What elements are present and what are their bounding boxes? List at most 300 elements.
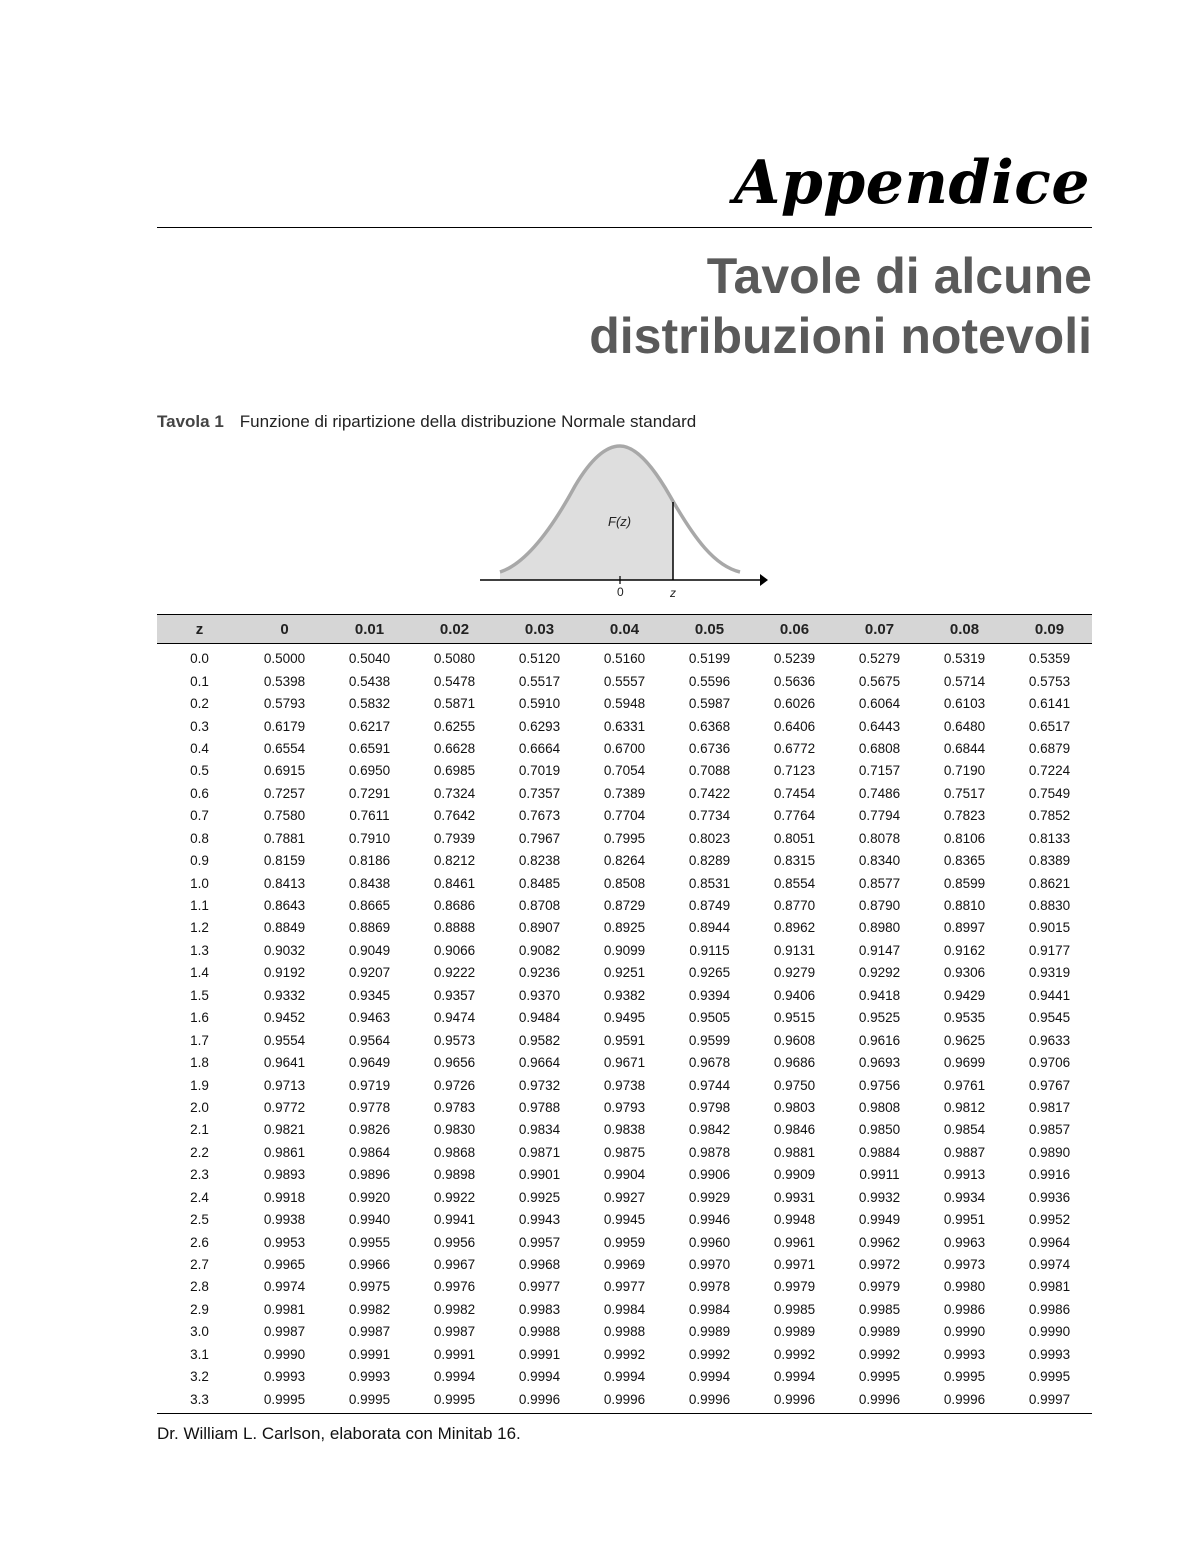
probability-cell: 0.9974 bbox=[1028, 1257, 1071, 1273]
probability-cell: 0.5596 bbox=[688, 673, 731, 689]
probability-cell: 0.7881 bbox=[263, 830, 306, 846]
probability-cell: 0.9893 bbox=[263, 1167, 306, 1183]
probability-cell: 0.9927 bbox=[603, 1189, 646, 1205]
probability-cell: 0.9901 bbox=[518, 1167, 561, 1183]
probability-cell: 0.7967 bbox=[518, 830, 561, 846]
table-row bbox=[157, 1231, 1092, 1253]
probability-cell: 0.8438 bbox=[348, 875, 391, 891]
probability-cell: 0.9922 bbox=[433, 1189, 476, 1205]
column-header: 0.07 bbox=[837, 615, 922, 644]
probability-cell: 0.9996 bbox=[837, 1388, 922, 1413]
probability-cell: 0.9996 bbox=[667, 1388, 752, 1413]
probability-cell: 0.9345 bbox=[348, 987, 391, 1003]
table-row bbox=[157, 872, 1092, 894]
probability-cell: 0.6064 bbox=[858, 696, 901, 712]
probability-cell: 0.9992 bbox=[688, 1346, 731, 1362]
probability-cell: 0.9750 bbox=[773, 1077, 816, 1093]
z-value-cell: 2.5 bbox=[190, 1212, 209, 1228]
probability-cell: 0.9994 bbox=[518, 1369, 561, 1385]
probability-cell: 0.9192 bbox=[263, 965, 306, 981]
probability-cell: 0.9989 bbox=[858, 1324, 901, 1340]
probability-cell: 0.9936 bbox=[1028, 1189, 1071, 1205]
probability-cell: 0.8186 bbox=[348, 853, 391, 869]
probability-cell: 0.9976 bbox=[433, 1279, 476, 1295]
probability-cell: 0.9989 bbox=[773, 1324, 816, 1340]
probability-cell: 0.9871 bbox=[518, 1144, 561, 1160]
probability-cell: 0.5478 bbox=[433, 673, 476, 689]
section-title-line-2: distribuzioni notevoli bbox=[589, 308, 1092, 364]
probability-cell: 0.9996 bbox=[582, 1388, 667, 1413]
probability-cell: 0.8849 bbox=[263, 920, 306, 936]
probability-cell: 0.9934 bbox=[943, 1189, 986, 1205]
probability-cell: 0.9783 bbox=[433, 1099, 476, 1115]
probability-cell: 0.9842 bbox=[688, 1122, 731, 1138]
z-value-cell: 1.5 bbox=[190, 987, 209, 1003]
probability-cell: 0.5910 bbox=[518, 696, 561, 712]
probability-cell: 0.7995 bbox=[603, 830, 646, 846]
probability-cell: 0.7054 bbox=[603, 763, 646, 779]
probability-cell: 0.7910 bbox=[348, 830, 391, 846]
probability-cell: 0.9979 bbox=[858, 1279, 901, 1295]
probability-cell: 0.9554 bbox=[263, 1032, 306, 1048]
probability-cell: 0.8508 bbox=[603, 875, 646, 891]
probability-cell: 0.9177 bbox=[1028, 942, 1071, 958]
probability-cell: 0.9474 bbox=[433, 1010, 476, 1026]
probability-cell: 0.7123 bbox=[773, 763, 816, 779]
probability-cell: 0.8729 bbox=[603, 898, 646, 914]
probability-cell: 0.9918 bbox=[263, 1189, 306, 1205]
probability-cell: 0.7823 bbox=[943, 808, 986, 824]
probability-cell: 0.9382 bbox=[603, 987, 646, 1003]
probability-cell: 0.9793 bbox=[603, 1099, 646, 1115]
probability-cell: 0.9945 bbox=[603, 1212, 646, 1228]
z-value-cell: 1.7 bbox=[190, 1032, 209, 1048]
probability-cell: 0.9904 bbox=[603, 1167, 646, 1183]
probability-cell: 0.9984 bbox=[688, 1301, 731, 1317]
probability-cell: 0.6443 bbox=[858, 718, 901, 734]
probability-cell: 0.7939 bbox=[433, 830, 476, 846]
z-value-cell: 2.1 bbox=[190, 1122, 209, 1138]
z-value-cell: 0.5 bbox=[190, 763, 209, 779]
probability-cell: 0.7389 bbox=[603, 785, 646, 801]
normal-distribution-table bbox=[157, 614, 1092, 1414]
probability-cell: 0.7019 bbox=[518, 763, 561, 779]
table-row bbox=[157, 1119, 1092, 1141]
table-row bbox=[157, 1029, 1092, 1051]
z-value-cell: 1.0 bbox=[190, 875, 209, 891]
z-value-cell: 1.1 bbox=[190, 898, 209, 914]
probability-cell: 0.5438 bbox=[348, 673, 391, 689]
normal-curve-figure bbox=[470, 436, 780, 604]
table-row bbox=[157, 693, 1092, 715]
probability-cell: 0.9678 bbox=[688, 1055, 731, 1071]
probability-cell: 0.7734 bbox=[688, 808, 731, 824]
z-value-cell: 0.9 bbox=[190, 853, 209, 869]
probability-cell: 0.9441 bbox=[1028, 987, 1071, 1003]
probability-cell: 0.5080 bbox=[433, 651, 476, 667]
probability-cell: 0.8997 bbox=[943, 920, 986, 936]
probability-cell: 0.9985 bbox=[773, 1301, 816, 1317]
probability-cell: 0.9778 bbox=[348, 1099, 391, 1115]
probability-cell: 0.6141 bbox=[1028, 696, 1071, 712]
probability-cell: 0.5948 bbox=[603, 696, 646, 712]
probability-cell: 0.9992 bbox=[773, 1346, 816, 1362]
probability-cell: 0.6591 bbox=[348, 740, 391, 756]
probability-cell: 0.9803 bbox=[773, 1099, 816, 1115]
probability-cell: 0.9545 bbox=[1028, 1010, 1071, 1026]
probability-cell: 0.8159 bbox=[263, 853, 306, 869]
probability-cell: 0.5832 bbox=[348, 696, 391, 712]
section-title bbox=[589, 246, 1092, 366]
probability-cell: 0.9564 bbox=[348, 1032, 391, 1048]
probability-cell: 0.9719 bbox=[348, 1077, 391, 1093]
axis-arrow-icon bbox=[760, 574, 768, 586]
probability-cell: 0.8770 bbox=[773, 898, 816, 914]
probability-cell: 0.9738 bbox=[603, 1077, 646, 1093]
probability-cell: 0.8461 bbox=[433, 875, 476, 891]
table-row bbox=[157, 1366, 1092, 1388]
z-value-cell: 2.7 bbox=[190, 1257, 209, 1273]
probability-cell: 0.5793 bbox=[263, 696, 306, 712]
probability-cell: 0.9996 bbox=[752, 1388, 837, 1413]
probability-cell: 0.9991 bbox=[348, 1346, 391, 1362]
probability-cell: 0.7580 bbox=[263, 808, 306, 824]
probability-cell: 0.9756 bbox=[858, 1077, 901, 1093]
probability-cell: 0.9881 bbox=[773, 1144, 816, 1160]
probability-cell: 0.9406 bbox=[773, 987, 816, 1003]
probability-cell: 0.5160 bbox=[603, 651, 646, 667]
probability-cell: 0.9986 bbox=[943, 1301, 986, 1317]
probability-cell: 0.9949 bbox=[858, 1212, 901, 1228]
probability-cell: 0.9909 bbox=[773, 1167, 816, 1183]
probability-cell: 0.8340 bbox=[858, 853, 901, 869]
probability-cell: 0.9906 bbox=[688, 1167, 731, 1183]
probability-cell: 0.5239 bbox=[773, 651, 816, 667]
probability-cell: 0.9726 bbox=[433, 1077, 476, 1093]
z-value-cell: 3.3 bbox=[157, 1388, 242, 1413]
probability-cell: 0.8621 bbox=[1028, 875, 1071, 891]
z-value-cell: 0.7 bbox=[190, 808, 209, 824]
probability-cell: 0.8925 bbox=[603, 920, 646, 936]
probability-cell: 0.8554 bbox=[773, 875, 816, 891]
appendix-heading: Appendice bbox=[733, 148, 1090, 218]
table-row bbox=[157, 644, 1092, 671]
probability-cell: 0.9207 bbox=[348, 965, 391, 981]
probability-cell: 0.6844 bbox=[943, 740, 986, 756]
probability-cell: 0.9975 bbox=[348, 1279, 391, 1295]
probability-cell: 0.9162 bbox=[943, 942, 986, 958]
probability-cell: 0.9995 bbox=[858, 1369, 901, 1385]
z-value-cell: 1.6 bbox=[190, 1010, 209, 1026]
probability-cell: 0.6950 bbox=[348, 763, 391, 779]
probability-cell: 0.9838 bbox=[603, 1122, 646, 1138]
probability-cell: 0.9925 bbox=[518, 1189, 561, 1205]
probability-cell: 0.8264 bbox=[603, 853, 646, 869]
z-value-cell: 0.3 bbox=[190, 718, 209, 734]
probability-cell: 0.9991 bbox=[433, 1346, 476, 1362]
probability-cell: 0.9147 bbox=[858, 942, 901, 958]
probability-cell: 0.9982 bbox=[433, 1301, 476, 1317]
probability-cell: 0.9656 bbox=[433, 1055, 476, 1071]
table-row bbox=[157, 1299, 1092, 1321]
probability-cell: 0.9993 bbox=[348, 1369, 391, 1385]
probability-cell: 0.9535 bbox=[943, 1010, 986, 1026]
probability-cell: 0.9693 bbox=[858, 1055, 901, 1071]
table-row bbox=[157, 940, 1092, 962]
probability-cell: 0.5120 bbox=[518, 651, 561, 667]
probability-cell: 0.7852 bbox=[1028, 808, 1071, 824]
table-row bbox=[157, 1187, 1092, 1209]
probability-cell: 0.9798 bbox=[688, 1099, 731, 1115]
z-value-cell: 2.9 bbox=[190, 1301, 209, 1317]
probability-cell: 0.9599 bbox=[688, 1032, 731, 1048]
probability-cell: 0.6985 bbox=[433, 763, 476, 779]
probability-cell: 0.9251 bbox=[603, 965, 646, 981]
probability-cell: 0.9953 bbox=[263, 1234, 306, 1250]
probability-cell: 0.9049 bbox=[348, 942, 391, 958]
probability-cell: 0.9938 bbox=[263, 1212, 306, 1228]
table-row bbox=[157, 805, 1092, 827]
probability-cell: 0.9265 bbox=[688, 965, 731, 981]
probability-cell: 0.5753 bbox=[1028, 673, 1071, 689]
probability-cell: 0.8665 bbox=[348, 898, 391, 914]
table-row bbox=[157, 1142, 1092, 1164]
probability-cell: 0.7673 bbox=[518, 808, 561, 824]
probability-cell: 0.6517 bbox=[1028, 718, 1071, 734]
section-title-line-1: Tavole di alcune bbox=[706, 248, 1092, 304]
probability-cell: 0.9699 bbox=[943, 1055, 986, 1071]
probability-cell: 0.6664 bbox=[518, 740, 561, 756]
column-header-z: z bbox=[157, 615, 242, 644]
probability-cell: 0.9991 bbox=[518, 1346, 561, 1362]
probability-cell: 0.9994 bbox=[773, 1369, 816, 1385]
probability-cell: 0.9967 bbox=[433, 1257, 476, 1273]
table-row bbox=[157, 1276, 1092, 1298]
probability-cell: 0.7764 bbox=[773, 808, 816, 824]
table-row bbox=[157, 1097, 1092, 1119]
probability-cell: 0.9955 bbox=[348, 1234, 391, 1250]
probability-cell: 0.8599 bbox=[943, 875, 986, 891]
probability-cell: 0.9985 bbox=[858, 1301, 901, 1317]
probability-cell: 0.9573 bbox=[433, 1032, 476, 1048]
probability-cell: 0.9996 bbox=[922, 1388, 1007, 1413]
probability-cell: 0.9948 bbox=[773, 1212, 816, 1228]
probability-cell: 0.9394 bbox=[688, 987, 731, 1003]
probability-cell: 0.9978 bbox=[688, 1279, 731, 1295]
table-row bbox=[157, 1052, 1092, 1074]
probability-cell: 0.7611 bbox=[349, 808, 390, 824]
table-row bbox=[157, 962, 1092, 984]
z-value-cell: 3.0 bbox=[190, 1324, 209, 1340]
probability-cell: 0.5319 bbox=[943, 651, 986, 667]
probability-cell: 0.9808 bbox=[858, 1099, 901, 1115]
probability-cell: 0.9959 bbox=[603, 1234, 646, 1250]
probability-cell: 0.9956 bbox=[433, 1234, 476, 1250]
probability-cell: 0.5636 bbox=[773, 673, 816, 689]
probability-cell: 0.9649 bbox=[348, 1055, 391, 1071]
probability-cell: 0.9279 bbox=[773, 965, 816, 981]
probability-cell: 0.9429 bbox=[943, 987, 986, 1003]
z-value-cell: 0.4 bbox=[190, 740, 209, 756]
probability-cell: 0.8577 bbox=[858, 875, 901, 891]
z-value-cell: 0.0 bbox=[190, 651, 209, 667]
probability-cell: 0.9505 bbox=[688, 1010, 731, 1026]
probability-cell: 0.9671 bbox=[603, 1055, 646, 1071]
probability-cell: 0.5359 bbox=[1028, 651, 1071, 667]
table-row bbox=[157, 1388, 1092, 1413]
probability-cell: 0.5714 bbox=[943, 673, 986, 689]
probability-cell: 0.9370 bbox=[518, 987, 561, 1003]
z-value-cell: 1.8 bbox=[190, 1055, 209, 1071]
probability-cell: 0.7486 bbox=[858, 785, 901, 801]
probability-cell: 0.9986 bbox=[1028, 1301, 1071, 1317]
probability-cell: 0.9744 bbox=[688, 1077, 731, 1093]
z-value-cell: 0.2 bbox=[190, 696, 209, 712]
probability-cell: 0.9032 bbox=[263, 942, 306, 958]
probability-cell: 0.9977 bbox=[518, 1279, 561, 1295]
probability-cell: 0.9884 bbox=[858, 1144, 901, 1160]
probability-cell: 0.8810 bbox=[943, 898, 986, 914]
probability-cell: 0.6554 bbox=[263, 740, 306, 756]
table-caption-text: Funzione di ripartizione della distribuzione Normale standard bbox=[239, 412, 697, 431]
probability-cell: 0.9115 bbox=[689, 942, 730, 958]
probability-cell: 0.6331 bbox=[603, 718, 646, 734]
probability-cell: 0.9591 bbox=[603, 1032, 646, 1048]
probability-cell: 0.9920 bbox=[348, 1189, 391, 1205]
probability-cell: 0.9066 bbox=[433, 942, 476, 958]
probability-cell: 0.9706 bbox=[1028, 1055, 1071, 1071]
probability-cell: 0.8830 bbox=[1028, 898, 1071, 914]
z-value-cell: 2.8 bbox=[190, 1279, 209, 1295]
probability-cell: 0.9994 bbox=[688, 1369, 731, 1385]
probability-cell: 0.9916 bbox=[1028, 1167, 1071, 1183]
probability-cell: 0.5517 bbox=[518, 673, 561, 689]
probability-cell: 0.9850 bbox=[858, 1122, 901, 1138]
table-row bbox=[157, 1321, 1092, 1343]
area-label: F(z) bbox=[608, 514, 632, 529]
z-value-cell: 1.9 bbox=[190, 1077, 209, 1093]
probability-cell: 0.9994 bbox=[433, 1369, 476, 1385]
probability-cell: 0.9940 bbox=[348, 1212, 391, 1228]
probability-cell: 0.9993 bbox=[1028, 1346, 1071, 1362]
probability-cell: 0.9980 bbox=[943, 1279, 986, 1295]
column-header: 0.01 bbox=[327, 615, 412, 644]
z-value-cell: 1.3 bbox=[190, 942, 209, 958]
probability-cell: 0.5557 bbox=[603, 673, 646, 689]
probability-cell: 0.7422 bbox=[688, 785, 731, 801]
probability-cell: 0.9971 bbox=[773, 1257, 816, 1273]
probability-cell: 0.8708 bbox=[518, 898, 561, 914]
probability-cell: 0.7157 bbox=[858, 763, 901, 779]
z-value-cell: 0.8 bbox=[190, 830, 209, 846]
probability-cell: 0.9826 bbox=[348, 1122, 391, 1138]
probability-cell: 0.9983 bbox=[518, 1301, 561, 1317]
table-row bbox=[157, 1344, 1092, 1366]
probability-cell: 0.9964 bbox=[1028, 1234, 1071, 1250]
probability-cell: 0.9932 bbox=[858, 1189, 901, 1205]
probability-cell: 0.8980 bbox=[858, 920, 901, 936]
probability-cell: 0.8289 bbox=[688, 853, 731, 869]
table-row bbox=[157, 1164, 1092, 1186]
probability-cell: 0.9633 bbox=[1028, 1032, 1071, 1048]
probability-cell: 0.9951 bbox=[943, 1212, 986, 1228]
heading-rule bbox=[157, 227, 1092, 228]
z-value-cell: 2.3 bbox=[190, 1167, 209, 1183]
probability-cell: 0.7224 bbox=[1028, 763, 1071, 779]
probability-cell: 0.6736 bbox=[688, 740, 731, 756]
z-value-cell: 2.2 bbox=[190, 1144, 209, 1160]
probability-cell: 0.9868 bbox=[433, 1144, 476, 1160]
probability-cell: 0.9995 bbox=[412, 1388, 497, 1413]
column-header: 0 bbox=[242, 615, 327, 644]
probability-cell: 0.9857 bbox=[1028, 1122, 1071, 1138]
table-row bbox=[157, 1254, 1092, 1276]
probability-cell: 0.7642 bbox=[433, 808, 476, 824]
probability-cell: 0.9990 bbox=[943, 1324, 986, 1340]
z-value-cell: 0.1 bbox=[190, 673, 209, 689]
probability-cell: 0.7794 bbox=[858, 808, 901, 824]
probability-cell: 0.9357 bbox=[433, 987, 476, 1003]
probability-cell: 0.9484 bbox=[518, 1010, 561, 1026]
probability-cell: 0.8023 bbox=[688, 830, 731, 846]
probability-cell: 0.9968 bbox=[518, 1257, 561, 1273]
probability-cell: 0.9911 bbox=[859, 1167, 900, 1183]
probability-cell: 0.9898 bbox=[433, 1167, 476, 1183]
probability-cell: 0.9875 bbox=[603, 1144, 646, 1160]
probability-cell: 0.8907 bbox=[518, 920, 561, 936]
z-value-cell: 0.6 bbox=[190, 785, 209, 801]
probability-cell: 0.9995 bbox=[943, 1369, 986, 1385]
probability-cell: 0.9761 bbox=[943, 1077, 986, 1093]
probability-cell: 0.8389 bbox=[1028, 853, 1071, 869]
table-row bbox=[157, 760, 1092, 782]
probability-cell: 0.9608 bbox=[773, 1032, 816, 1048]
probability-cell: 0.9830 bbox=[433, 1122, 476, 1138]
probability-cell: 0.9943 bbox=[518, 1212, 561, 1228]
probability-cell: 0.9957 bbox=[518, 1234, 561, 1250]
probability-cell: 0.9834 bbox=[518, 1122, 561, 1138]
probability-cell: 0.9931 bbox=[773, 1189, 816, 1205]
probability-cell: 0.9854 bbox=[943, 1122, 986, 1138]
probability-cell: 0.9941 bbox=[433, 1212, 476, 1228]
table-row bbox=[157, 783, 1092, 805]
probability-cell: 0.8133 bbox=[1028, 830, 1071, 846]
probability-cell: 0.9965 bbox=[263, 1257, 306, 1273]
probability-cell: 0.9973 bbox=[943, 1257, 986, 1273]
probability-cell: 0.8051 bbox=[773, 830, 816, 846]
probability-cell: 0.9988 bbox=[518, 1324, 561, 1340]
probability-cell: 0.9995 bbox=[327, 1388, 412, 1413]
probability-cell: 0.9332 bbox=[263, 987, 306, 1003]
probability-cell: 0.9995 bbox=[242, 1388, 327, 1413]
probability-cell: 0.8869 bbox=[348, 920, 391, 936]
probability-cell: 0.9713 bbox=[263, 1077, 306, 1093]
probability-cell: 0.8413 bbox=[263, 875, 306, 891]
probability-cell: 0.9890 bbox=[1028, 1144, 1071, 1160]
probability-cell: 0.6217 bbox=[348, 718, 391, 734]
probability-cell: 0.9887 bbox=[943, 1144, 986, 1160]
probability-cell: 0.8212 bbox=[433, 853, 476, 869]
probability-cell: 0.6103 bbox=[943, 696, 986, 712]
table-caption bbox=[157, 412, 696, 432]
probability-cell: 0.8962 bbox=[773, 920, 816, 936]
probability-cell: 0.7549 bbox=[1028, 785, 1071, 801]
probability-cell: 0.9236 bbox=[518, 965, 561, 981]
probability-cell: 0.9929 bbox=[688, 1189, 731, 1205]
probability-cell: 0.9861 bbox=[263, 1144, 306, 1160]
probability-cell: 0.9974 bbox=[263, 1279, 306, 1295]
probability-cell: 0.5279 bbox=[858, 651, 901, 667]
